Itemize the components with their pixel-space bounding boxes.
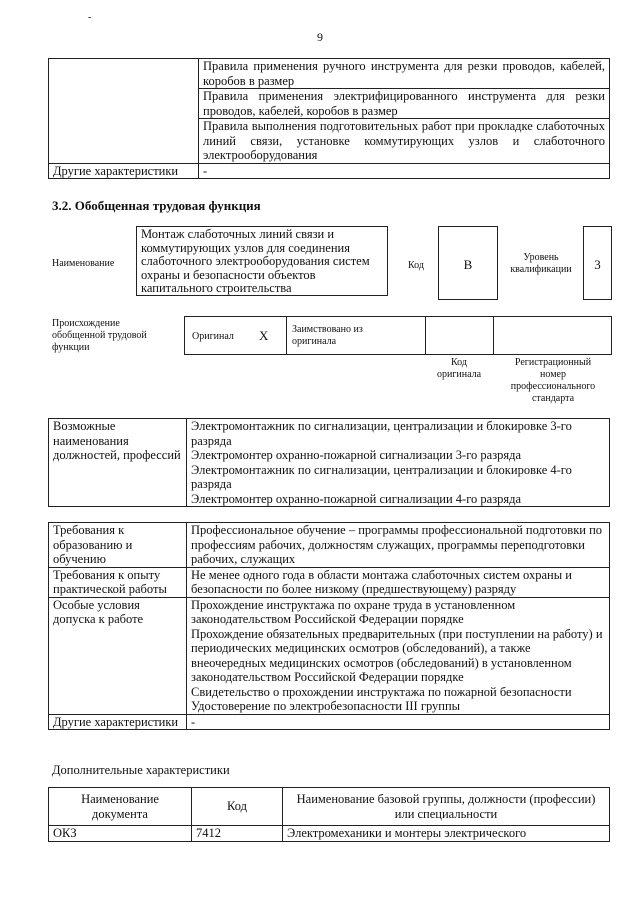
- header-document: Наименование документа: [49, 788, 192, 826]
- level-value: 3: [594, 257, 601, 272]
- level-value-box: [583, 226, 612, 300]
- experience-value: Не менее одного года в области монтажа слаботочных систем охраны и безопасности по более низкому (предшествующему) разряду: [187, 567, 610, 597]
- position-item: Электромонтер охранно-пожарной сигнализации 4-го разряда: [191, 491, 522, 506]
- knowledge-row: Правила выполнения подготовительных работ при прокладке слаботочных линий связи, установке коммутирующих узлов и слаботочного электрооборудования: [199, 119, 610, 164]
- experience-label: Требования к опыту практической работы: [49, 567, 187, 597]
- registration-caption: Регистрационный номер профессионального стандарта: [510, 357, 596, 404]
- origin-label: Происхождение обобщенной трудовой функции: [52, 318, 147, 353]
- code-value-box: [438, 226, 498, 300]
- positions-label: Возможные наименования должностей, профессий: [49, 419, 187, 507]
- origin-divider-1: [286, 316, 287, 354]
- page-number: 9: [317, 30, 323, 44]
- condition-item: Прохождение обязательных предварительных (при поступлении на работу) и периодических медицинских осмотров (обследований), а также внеочередных медицинских осмотров (обследований) в установленном законодательством Российской Федерации порядке: [191, 626, 603, 684]
- original-mark: X: [259, 328, 269, 343]
- level-label: Уровень квалификации: [510, 252, 572, 275]
- origin-boxes: [184, 316, 612, 355]
- name-label: Наименование: [52, 258, 115, 269]
- knowledge-row: Правила применения электрифицированного инструмента для резки проводов, кабелей, коробов в размер: [199, 89, 610, 119]
- code-caption: Код оригинала: [436, 357, 482, 380]
- code-value: B: [463, 257, 473, 272]
- req-other-label: Другие характеристики: [49, 714, 187, 730]
- origin-divider-3: [493, 316, 494, 354]
- education-value: Профессиональное обучение – программы профессиональной подготовки по профессиям рабочих, должностям служащих, программы переподготовки рабочих, служащих: [187, 523, 610, 568]
- req-other-value: -: [187, 714, 610, 730]
- position-item: Электромонтер охранно-пожарной сигнализации 3-го разряда: [191, 448, 522, 462]
- condition-item: Удостоверение по электробезопасности III группы: [191, 699, 461, 713]
- additional-title: Дополнительные характеристики: [52, 763, 230, 777]
- original-label: Оригинал: [192, 331, 234, 342]
- header-group: Наименование базовой группы, должности (профессии) или специальности: [283, 788, 610, 826]
- scan-mark: -: [88, 12, 92, 23]
- origin-divider-2: [425, 316, 426, 354]
- header-code: Код: [192, 788, 283, 826]
- section-title: 3.2. Обобщенная трудовая функция: [52, 198, 261, 213]
- row-code: 7412: [192, 826, 283, 842]
- row-group: Электромеханики и монтеры электрического: [283, 826, 610, 842]
- condition-item: Свидетельство о прохождении инструктажа по пожарной безопасности: [191, 684, 572, 699]
- table-row: [49, 826, 610, 842]
- knowledge-table: [48, 58, 610, 179]
- row-document: ОКЗ: [49, 826, 192, 842]
- positions-table: [48, 418, 610, 507]
- knowledge-row: Правила применения ручного инструмента для резки проводов, кабелей, коробов в размер: [199, 59, 610, 89]
- position-item: Электромонтажник по сигнализации, централизации и блокировке 3-го разряда: [191, 419, 572, 448]
- name-value: Монтаж слаботочных линий связи и коммутирующих узлов для соединения слаботочного электрооборудования систем охраны и безопасности объектов капитального строительства: [141, 227, 370, 295]
- code-label: Код: [408, 260, 424, 271]
- other-characteristics-label: Другие характеристики: [49, 163, 199, 179]
- conditions-label: Особые условия допуска к работе: [49, 597, 187, 714]
- condition-item: Прохождение инструктажа по охране труда в установленном законодательством Российской Федерации порядке: [191, 597, 516, 626]
- education-label: Требования к образованию и обучению: [49, 523, 187, 568]
- name-value-box: [136, 226, 388, 296]
- positions-list: [187, 419, 610, 507]
- other-characteristics-value: -: [199, 163, 610, 179]
- additional-table: [48, 787, 610, 842]
- empty-label-cell: [49, 59, 199, 164]
- conditions-list: [187, 597, 610, 714]
- requirements-table: [48, 522, 610, 730]
- borrowed-label: Заимствовано из оригинала: [292, 324, 363, 347]
- position-item: Электромонтажник по сигнализации, централизации и блокировке 4-го разряда: [191, 462, 572, 491]
